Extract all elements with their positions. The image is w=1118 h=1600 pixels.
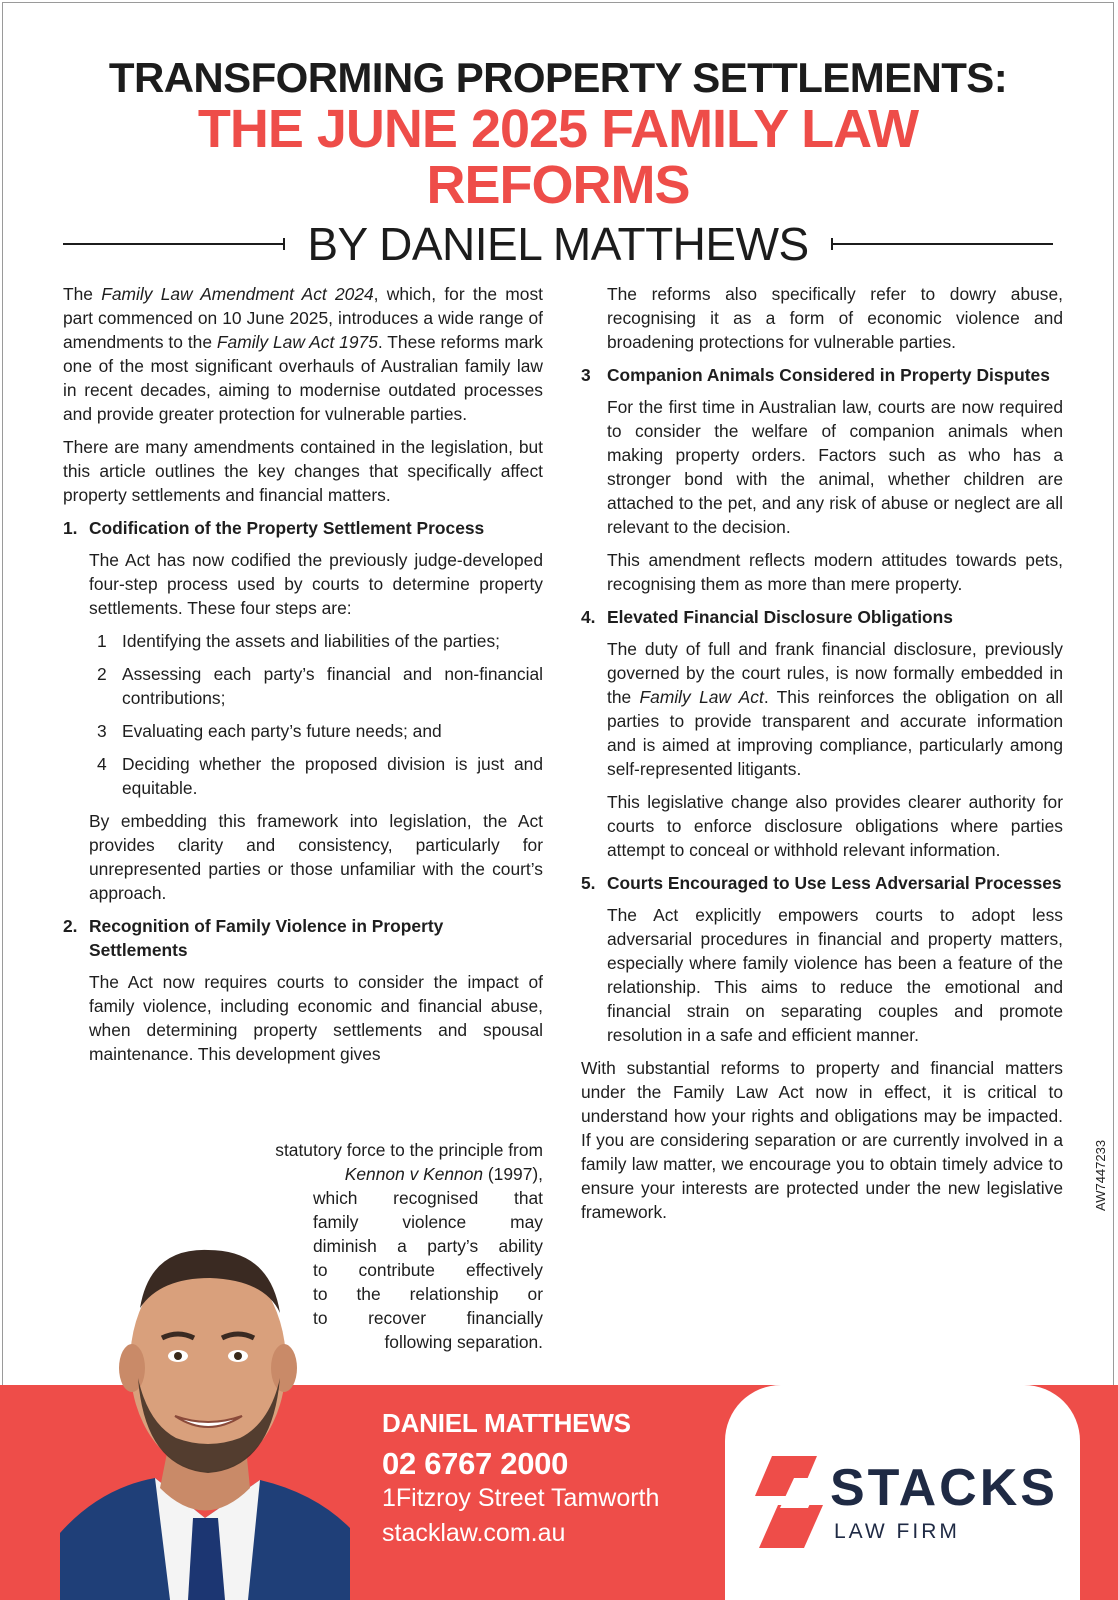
step-text: Evaluating each party’s future needs; and xyxy=(122,721,442,741)
intro-paragraph-1 xyxy=(63,282,543,426)
wrap-line: which recognised that xyxy=(313,1188,543,1208)
case-year: (1997), xyxy=(483,1164,543,1184)
section-title: Companion Animals Considered in Property Disputes xyxy=(607,365,1050,385)
section-3-heading xyxy=(581,363,1063,387)
section-4-body xyxy=(607,637,1063,862)
step-number: 3 xyxy=(97,721,107,741)
headline-line-1: TRANSFORMING PROPERTY SETTLEMENTS: xyxy=(108,54,1008,101)
step-number: 1 xyxy=(97,631,107,651)
section-5-paragraph-1: The Act explicitly empowers courts to adopt less adversarial procedures in financial and property matters, especially where family violence has been a feature of the relationship. This aims to reduce the emotional and financial strain on separating couples and promote resolution in a safe and efficient manner. xyxy=(607,905,1063,1045)
section-1-paragraph-1: The Act has now codified the previously judge-developed four-step process used by courts to determine property settlements. These four steps are: xyxy=(89,550,543,618)
step-number: 4 xyxy=(97,754,107,774)
step-item xyxy=(89,629,543,653)
section-number: 3 xyxy=(581,365,591,385)
section-2-heading xyxy=(63,914,543,962)
act-title-1975: Family Law Act 1975 xyxy=(216,332,378,352)
act-title-2024: Family Law Amendment Act 2024 xyxy=(101,284,374,304)
logo-wordmark: STACKS xyxy=(830,1459,1058,1517)
section-1-paragraph-2: By embedding this framework into legislation, the Act provides clarity and consistency, particularly for unrepresented parties or those unfamiliar with the court’s approach. xyxy=(89,811,543,903)
section-4-paragraph-1 xyxy=(607,637,1063,781)
wrap-line: diminish a party’s ability xyxy=(313,1236,543,1256)
wrap-line: to recover financially xyxy=(313,1308,543,1328)
section-2-paragraph-1: The Act now requires courts to consider the impact of family violence, including economic and financial abuse, when determining property settlements and spousal maintenance. This development gives xyxy=(89,972,543,1064)
step-text: Deciding whether the proposed division is just and equitable. xyxy=(122,754,543,798)
section-1-heading xyxy=(63,516,543,540)
step-item xyxy=(89,719,543,743)
intro-paragraph-2: There are many amendments contained in the legislation, but this article outlines the key changes that specifically affect property settlements and financial matters. xyxy=(63,437,543,505)
section-1-body xyxy=(89,548,543,905)
section-title: Recognition of Family Violence in Property Settlements xyxy=(89,916,444,960)
right-column xyxy=(581,282,1063,1233)
logo-tagline: LAW FIRM xyxy=(834,1520,960,1543)
ad-code: AW7447233 xyxy=(1093,1139,1108,1211)
stacks-law-firm-logo xyxy=(742,1448,1062,1553)
author-portrait xyxy=(60,1188,350,1600)
step-text: Identifying the assets and liabilities of the parties; xyxy=(122,631,500,651)
intro-text: , which, for the most part commenced on 10 June 2025, introduces a wide range of amendments to the xyxy=(63,284,543,352)
intro-text: . These reforms mark one of the most significant overhauls of Australian family law in recent decades, aiming to modernise outdated processes and provide greater protection for vulnerable parties. xyxy=(63,332,543,424)
wrap-line xyxy=(163,1162,543,1186)
step-item xyxy=(89,752,543,800)
contact-name: DANIEL MATTHEWS xyxy=(382,1408,631,1438)
step-text: Assessing each party’s financial and non-financial contributions; xyxy=(122,664,543,708)
byline-rule-left xyxy=(63,243,285,245)
stacks-logo-mark-icon xyxy=(742,1448,842,1553)
case-name: Kennon v Kennon xyxy=(344,1164,484,1184)
section-number: 2. xyxy=(63,916,78,936)
contact-address: 1Fitzroy Street Tamworth xyxy=(382,1484,660,1512)
section-title: Codification of the Property Settlement Process xyxy=(89,518,485,538)
byline-row xyxy=(63,216,1053,272)
body-text: . This reinforces the obligation on all parties to provide transparent and accurate information and is aimed at improving compliance, particularly among self-represented litigants. xyxy=(607,687,1063,779)
closing-paragraph: With substantial reforms to property and financial matters under the Family Law Act now in effect, it is critical to understand how your rights and obligations may be impacted. If you are considering separation or are currently involved in a family law matter, we encourage you to obtain timely advice to ensure your interests are protected under the new legislative framework. xyxy=(581,1058,1063,1222)
section-2-continued xyxy=(607,282,1063,354)
headline-line-2: THE JUNE 2025 FAMILY LAW REFORMS xyxy=(197,99,919,215)
intro-text: The xyxy=(63,284,102,304)
section-3-body xyxy=(607,395,1063,596)
act-title: Family Law Act xyxy=(639,687,764,707)
section-number: 4. xyxy=(581,607,596,627)
section-3-paragraph-2: This amendment reflects modern attitudes towards pets, recognising them as more than mere property. xyxy=(607,550,1063,594)
section-title: Courts Encouraged to Use Less Adversarial Processes xyxy=(607,873,1062,893)
step-item xyxy=(89,662,543,710)
wrap-line: to contribute effectively xyxy=(313,1260,543,1280)
banner-edge xyxy=(1080,1385,1118,1600)
section-5-body xyxy=(607,903,1063,1047)
step-number: 2 xyxy=(97,664,107,684)
wrap-line: to the relationship or xyxy=(313,1284,543,1304)
section-number: 1. xyxy=(63,518,78,538)
section-number: 5. xyxy=(581,873,596,893)
section-4-heading xyxy=(581,605,1063,629)
byline-rule-right xyxy=(831,243,1053,245)
section-title: Elevated Financial Disclosure Obligations xyxy=(607,607,953,627)
section-3-paragraph-1: For the first time in Australian law, courts are now required to consider the welfare of companion animals when making property orders. Factors such as who has a stronger bond with the animal, whether children are attached to the pet, and any risk of abuse or neglect are all relevant to the decision. xyxy=(607,397,1063,537)
section-2-paragraph-2: The reforms also specifically refer to dowry abuse, recognising it as a form of economic violence and broadening protections for vulnerable parties. xyxy=(607,284,1063,352)
wrap-line: statutory force to the principle from xyxy=(275,1140,543,1160)
left-column xyxy=(63,282,543,1066)
section-2-body xyxy=(89,970,543,1066)
section-4-paragraph-2: This legislative change also provides clearer authority for courts to enforce disclosure obligations where parties attempt to conceal or withhold relevant information. xyxy=(607,792,1063,860)
section-5-heading xyxy=(581,871,1063,895)
byline: BY DANIEL MATTHEWS xyxy=(307,218,809,270)
contact-website: stacklaw.com.au xyxy=(382,1519,566,1547)
wrap-line: following separation. xyxy=(384,1332,543,1352)
wrap-line: family violence may xyxy=(313,1212,543,1232)
contact-phone: 02 6767 2000 xyxy=(382,1446,569,1481)
body-text: The duty of full and frank financial disclosure, previously governed by the court rules, is now formally embedded in the xyxy=(607,639,1063,707)
section-2-wrapped-text xyxy=(163,1138,543,1186)
